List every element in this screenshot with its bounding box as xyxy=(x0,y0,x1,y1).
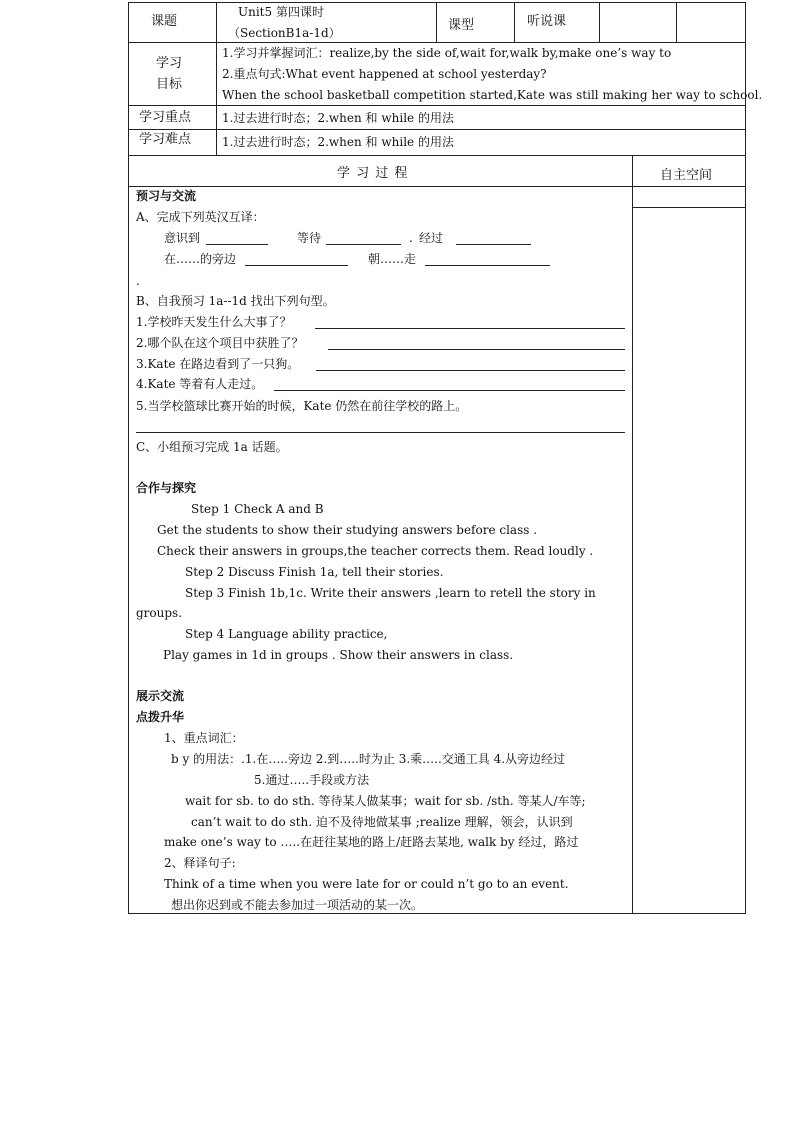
step-3-continued: groups. xyxy=(136,606,183,620)
a-dot-sep: . xyxy=(409,231,413,245)
row-divider-difficulties xyxy=(128,155,746,156)
b-item-3: 3.Kate 在路边看到了一只狗。 xyxy=(136,357,300,371)
b-item-5: 5.当学校篮球比赛开始的时候，Kate 仍然在前往学校的路上。 xyxy=(136,399,468,413)
section-c-title: C、小组预习完成 1a 话题。 xyxy=(136,440,288,454)
a-word-1: 意识到 xyxy=(164,231,201,245)
a-blank-4[interactable] xyxy=(245,265,348,266)
step-4-line-1: Play games in 1d in groups . Show their answers in class. xyxy=(163,648,514,662)
cant-wait-line: can’t wait to do sth. 迫不及待地做某事 ;realize 理解，领会，认识到 xyxy=(191,815,573,829)
a-word-4: 在……的旁边 xyxy=(164,252,237,266)
step-1-line-2: Check their answers in groups,the teacher corrects them. Read loudly . xyxy=(157,544,594,558)
side-column-divider xyxy=(632,155,633,913)
process-title: 学 习 过 程 xyxy=(337,166,409,181)
show-heading: 展示交流 xyxy=(136,689,185,703)
b-item-2: 2.哪个队在这个项目中获胜了？ xyxy=(136,336,304,350)
side-space-title: 自主空间 xyxy=(660,168,713,183)
sentence-title: 2、释译句子: xyxy=(164,856,236,870)
goals-label-line2: 目标 xyxy=(156,77,183,92)
row-divider-goals xyxy=(128,105,746,106)
a-blank-5[interactable] xyxy=(425,265,550,266)
header-divider-3 xyxy=(599,2,600,43)
a-word-2: 等待 xyxy=(297,231,322,245)
step-1-line-1: Get the students to show their studying answers before class . xyxy=(157,523,538,537)
b-blank-5[interactable] xyxy=(136,432,625,433)
step-1: Step 1 Check A and B xyxy=(191,502,324,516)
wait-for-line: wait for sb. to do sth. 等待某人做某事；wait for sb. /sth. 等某人/车等; xyxy=(185,794,586,808)
make-way-line: make one’s way to …..在赶往某地的路上/赶路去某地, walk by 经过，路过 xyxy=(164,835,579,849)
section-a-title: A、完成下列英汉互译： xyxy=(136,210,265,224)
row-divider-header xyxy=(128,42,746,43)
difficulties-label: 学习难点 xyxy=(139,132,192,147)
keypoints-value: 1.过去进行时态；2.when 和 while 的用法 xyxy=(222,111,454,125)
table-bottom-border xyxy=(128,913,746,914)
header-divider-2 xyxy=(514,2,515,43)
course-label: 课题 xyxy=(151,14,178,29)
table-right-border xyxy=(745,2,746,914)
side-column-subline xyxy=(632,207,746,208)
step-3: Step 3 Finish 1b,1c. Write their answers ,learn to retell the story in xyxy=(185,586,596,600)
b-item-4: 4.Kate 等着有人走过。 xyxy=(136,377,264,391)
b-blank-2[interactable] xyxy=(328,349,625,350)
by-usage-line-1: b y 的用法：.1.在…..旁边 2.到…..时为止 3.乘…..交通工具 4.从旁边经过 xyxy=(171,752,566,766)
by-usage-line-2: 5.通过…..手段或方法 xyxy=(254,773,370,787)
course-value-line1: Unit5 第四课时 xyxy=(238,5,324,19)
row-divider-keypoints xyxy=(128,129,746,130)
lesson-type-value: 听说课 xyxy=(527,14,567,29)
keypoints-label: 学习重点 xyxy=(139,110,192,125)
goals-label-line1: 学习 xyxy=(156,56,183,71)
difficulties-value: 1.过去进行时态；2.when 和 while 的用法 xyxy=(222,135,454,149)
table-left-border xyxy=(128,2,129,914)
header-divider-4 xyxy=(676,2,677,43)
a-word-3: 经过 xyxy=(419,231,444,245)
stray-dot: . xyxy=(136,274,140,288)
table-top-border xyxy=(128,2,746,3)
header-divider-1 xyxy=(436,2,437,43)
b-blank-4[interactable] xyxy=(274,390,625,391)
preview-heading: 预习与交流 xyxy=(136,189,197,203)
goals-line2: 2.重点句式:What event happened at school yesterday? xyxy=(222,67,547,81)
summary-heading: 点拨升华 xyxy=(136,710,185,724)
b-blank-1[interactable] xyxy=(315,328,625,329)
b-item-1: 1.学校昨天发生什么大事了？ xyxy=(136,315,292,329)
b-blank-3[interactable] xyxy=(316,370,625,371)
sentence-chinese: 想出你迟到或不能去参加过一项活动的某一次。 xyxy=(171,898,424,912)
step-4: Step 4 Language ability practice, xyxy=(185,627,388,641)
row-divider-process-title xyxy=(128,186,746,187)
a-blank-1[interactable] xyxy=(206,244,268,245)
a-blank-2[interactable] xyxy=(326,244,401,245)
goals-line3: When the school basketball competition started,Kate was still making her way to school. xyxy=(222,88,763,102)
lesson-type-label: 课型 xyxy=(448,18,475,33)
course-value-line2: （SectionB1a-1d） xyxy=(228,26,341,40)
a-blank-3[interactable] xyxy=(456,244,531,245)
section-b-title: B、自我预习 1a--1d 找出下列句型。 xyxy=(136,294,335,308)
label-column-divider xyxy=(216,2,217,155)
step-2: Step 2 Discuss Finish 1a, tell their stories. xyxy=(185,565,444,579)
sentence-english: Think of a time when you were late for or could n’t go to an event. xyxy=(164,877,569,891)
a-word-5: 朝……走 xyxy=(368,252,417,266)
cooperate-heading: 合作与探究 xyxy=(136,481,197,495)
goals-line1: 1.学习并掌握词汇：realize,by the side of,wait for,walk by,make one’s way to xyxy=(222,46,672,60)
vocab-title: 1、重点词汇： xyxy=(164,731,244,745)
